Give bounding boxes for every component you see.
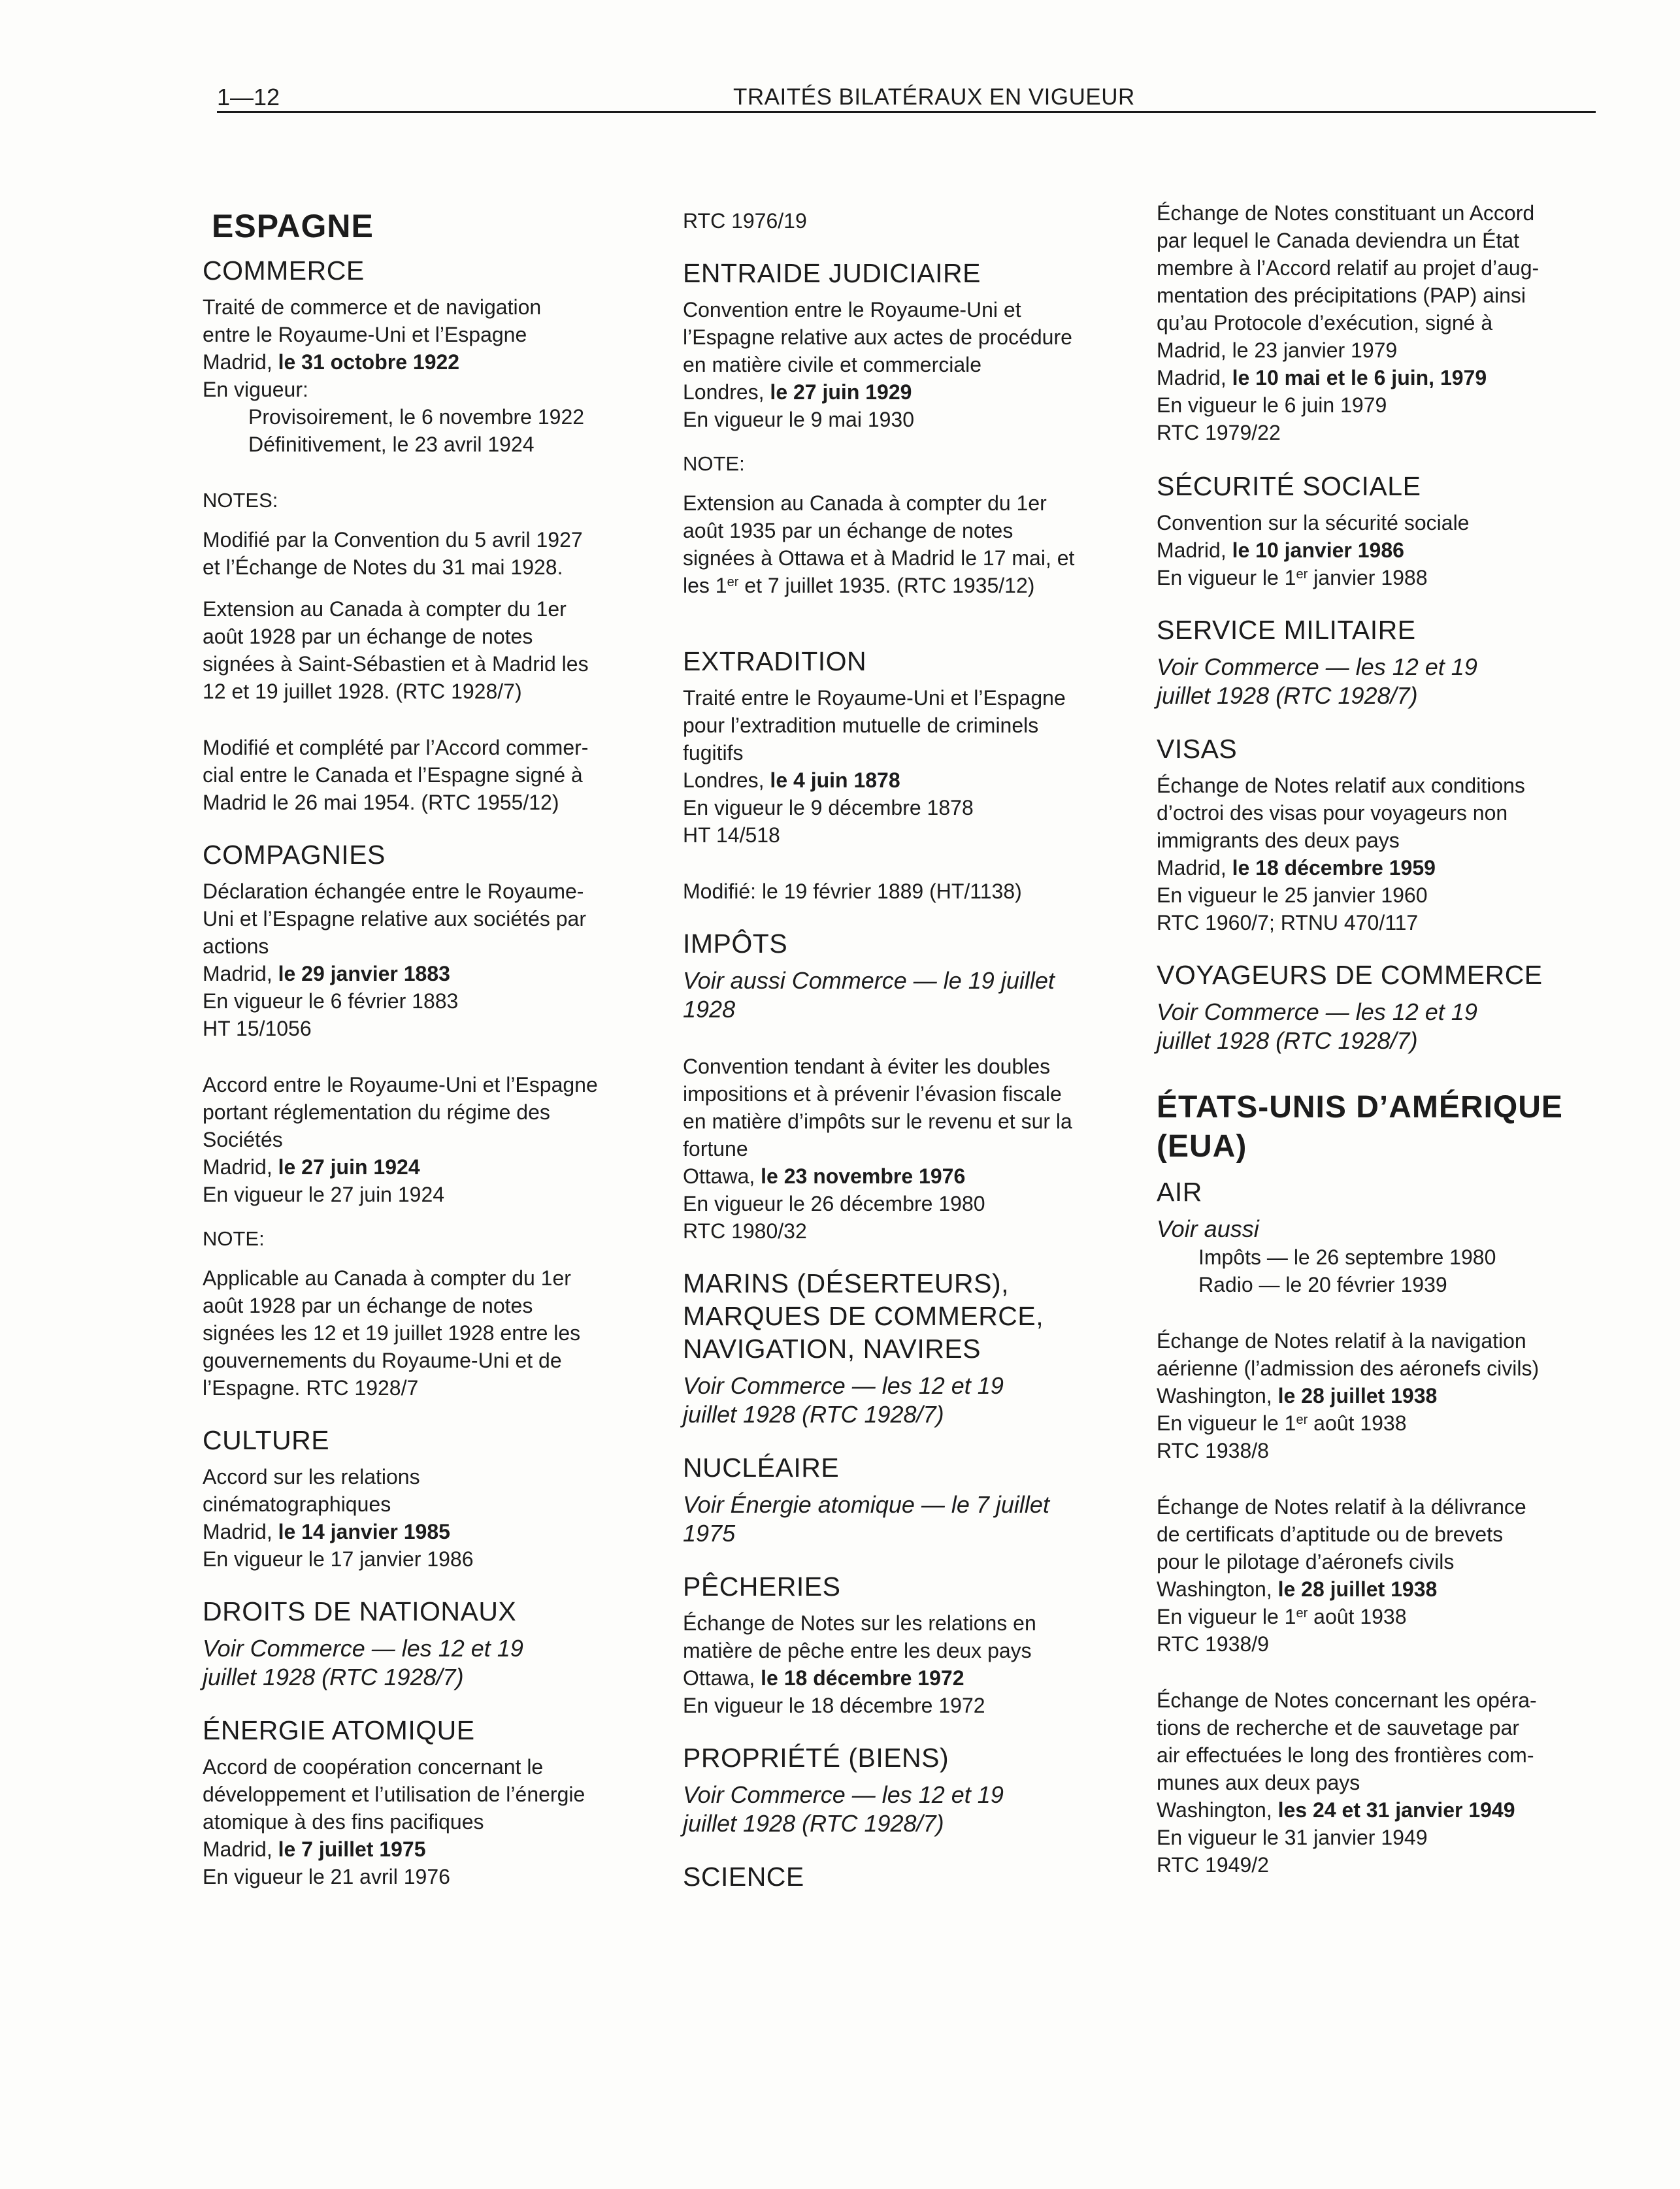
- cross-reference-text: Voir Énergie atomique — le 7 juillet: [683, 1491, 1049, 1518]
- cross-reference-text: Voir Commerce — les 12 et 19: [203, 1635, 523, 1662]
- section-title: MARINS (DÉSERTEURS), MARQUES DE COMMERCE, NAVIGATION, NAVIRES: [683, 1268, 1044, 1364]
- voir-aussi-label: Voir aussi: [1157, 1215, 1259, 1242]
- entry-into-force: En vigueur le 6 février 1883: [203, 989, 459, 1013]
- entry-into-force: En vigueur le 1er janvier 1988: [1157, 566, 1428, 589]
- treaty-text: aérienne (l’admission des aéronefs civils): [1157, 1357, 1540, 1380]
- treaty-text: l’Espagne relative aux actes de procédure: [683, 325, 1072, 349]
- treaty-date: le 27 juin 1924: [278, 1155, 420, 1179]
- note-text: août 1928 par un échange de notes: [203, 1294, 533, 1317]
- entry-into-force: En vigueur le 31 janvier 1949: [1157, 1826, 1428, 1849]
- treaty-text: cinématographiques: [203, 1492, 391, 1516]
- treaty-text: Accord sur les relations: [203, 1465, 420, 1489]
- treaty-date: le 28 juillet 1938: [1277, 1384, 1438, 1407]
- page-number: 1—12: [217, 84, 280, 110]
- treaty-entry: [203, 1463, 653, 1573]
- note-text: l’Espagne. RTC 1928/7: [203, 1376, 419, 1400]
- treaty-date: le 28 juillet 1938: [1277, 1577, 1438, 1601]
- section-commerce: [203, 254, 653, 816]
- cross-reference-text: Voir Commerce — les 12 et 19: [1157, 998, 1477, 1025]
- treaty-text: fortune: [683, 1137, 748, 1160]
- running-title: TRAITÉS BILATÉRAUX EN VIGUEUR: [733, 84, 1135, 110]
- treaty-entry: [683, 296, 1134, 433]
- treaty-text: air effectuées le long des frontières com-: [1157, 1743, 1534, 1767]
- treaty-text: qu’au Protocole d’exécution, signé à: [1157, 311, 1493, 335]
- note-text: Modifié et complété par l’Accord commer-: [203, 736, 589, 759]
- cross-reference: [683, 1781, 1134, 1838]
- note-text: Madrid le 26 mai 1954. (RTC 1955/12): [203, 791, 559, 814]
- treaty-place: Washington,: [1157, 1384, 1272, 1407]
- treaty-date-line: [683, 766, 1134, 794]
- treaty-entry: [203, 1071, 653, 1208]
- section-title: AIR: [1157, 1177, 1202, 1207]
- entry-into-force: En vigueur le 9 décembre 1878: [683, 796, 974, 819]
- treaty-date: le 27 juin 1929: [770, 380, 912, 404]
- note-text: cial entre le Canada et l’Espagne signé à: [203, 763, 583, 787]
- treaty-text: de certificats d’aptitude ou de brevets: [1157, 1522, 1504, 1546]
- entry-into-force: En vigueur le 26 décembre 1980: [683, 1192, 985, 1215]
- amendment-text: Modifié: le 19 février 1889 (HT/1138): [683, 880, 1022, 903]
- note-text: Extension au Canada à compter du 1er: [683, 491, 1047, 515]
- note-label: NOTE:: [683, 452, 745, 475]
- treaty-text: Traité entre le Royaume-Uni et l’Espagne: [683, 686, 1066, 710]
- treaty-text: entre le Royaume-Uni et l’Espagne: [203, 323, 527, 346]
- section-pecheries: [683, 1570, 1134, 1719]
- section-title: NUCLÉAIRE: [683, 1453, 840, 1483]
- treaty-text: Accord de coopération concernant le: [203, 1755, 544, 1779]
- section-title: SCIENCE: [683, 1862, 804, 1892]
- treaty-text: atomique à des fins pacifiques: [203, 1810, 484, 1834]
- treaty-entry: [203, 1753, 653, 1890]
- cross-reference: [683, 1490, 1134, 1548]
- entry-into-force: En vigueur le 9 mai 1930: [683, 408, 914, 431]
- treaty-date-line: [1157, 1575, 1601, 1603]
- cross-reference-text: Voir Commerce — les 12 et 19: [1157, 653, 1477, 680]
- treaty-text: pour le pilotage d’aéronefs civils: [1157, 1550, 1455, 1573]
- treaty-text: Échange de Notes concernant les opéra-: [1157, 1688, 1537, 1712]
- treaty-text: en matière civile et commerciale: [683, 353, 982, 376]
- entry-into-force: En vigueur le 18 décembre 1972: [683, 1694, 985, 1717]
- treaty-text: Échange de Notes constituant un Accord: [1157, 201, 1535, 225]
- note: [203, 1264, 653, 1402]
- definitive-date: Définitivement, le 23 avril 1924: [248, 433, 535, 456]
- treaty-place: Ottawa,: [683, 1164, 755, 1188]
- treaty-text: impositions et à prévenir l’évasion fiscale: [683, 1082, 1062, 1106]
- treaty-entry: [1157, 1493, 1601, 1658]
- treaty-date-line: [203, 1835, 653, 1863]
- treaty-entry: [683, 1053, 1134, 1245]
- treaty-reference: RTC 1938/8: [1157, 1439, 1269, 1462]
- section-compagnies: [203, 838, 653, 1402]
- treaty-text: tions de recherche et de sauvetage par: [1157, 1716, 1520, 1739]
- treaty-entry: [1157, 509, 1601, 591]
- treaty-date: les 24 et 31 janvier 1949: [1277, 1798, 1515, 1822]
- treaty-reference: RTC 1976/19: [683, 209, 807, 233]
- treaty-date: le 18 décembre 1972: [761, 1666, 964, 1690]
- treaty-date-line: [1157, 1796, 1601, 1824]
- treaty-text: Sociétés: [203, 1128, 283, 1151]
- treaty-date-line: [203, 1153, 653, 1181]
- section-title: VOYAGEURS DE COMMERCE: [1157, 960, 1543, 990]
- note-text: Applicable au Canada à compter du 1er: [203, 1266, 571, 1290]
- treaty-date-line: [1157, 364, 1601, 391]
- section-culture: [203, 1424, 653, 1573]
- provisional-date: Provisoirement, le 6 novembre 1922: [248, 405, 585, 429]
- note: [683, 489, 1134, 599]
- treaty-date: le 10 janvier 1986: [1232, 538, 1404, 562]
- treaty-reference: RTC 1938/9: [1157, 1632, 1269, 1656]
- treaty-text: Convention sur la sécurité sociale: [1157, 511, 1470, 535]
- entry-into-force: En vigueur le 1er août 1938: [1157, 1605, 1407, 1628]
- cross-reference-item: Radio — le 20 février 1939: [1198, 1273, 1447, 1296]
- treaty-entry: [1157, 1327, 1601, 1464]
- cross-reference-text: Voir aussi Commerce — le 19 juillet: [683, 967, 1055, 994]
- column-2: [683, 199, 1134, 1900]
- treaty-text: pour l’extradition mutuelle de criminels: [683, 714, 1039, 737]
- treaty-text: Uni et l’Espagne relative aux sociétés par: [203, 907, 586, 930]
- treaty-text: Convention entre le Royaume-Uni et: [683, 298, 1021, 321]
- treaty-place: Madrid,: [203, 1155, 272, 1179]
- note-text: 12 et 19 juillet 1928. (RTC 1928/7): [203, 680, 522, 703]
- section-impots: [683, 927, 1134, 1245]
- treaty-reference: RTC 1960/7; RTNU 470/117: [1157, 911, 1419, 934]
- entry-into-force: En vigueur le 21 avril 1976: [203, 1865, 450, 1888]
- note: [203, 526, 653, 581]
- note-text: août 1935 par un échange de notes: [683, 519, 1013, 542]
- treaty-entry: [683, 684, 1134, 849]
- note-text: août 1928 par un échange de notes: [203, 625, 533, 648]
- treaty-entry: [1157, 1687, 1601, 1879]
- entry-into-force: En vigueur le 25 janvier 1960: [1157, 883, 1428, 907]
- cross-reference-item: Impôts — le 26 septembre 1980: [1198, 1245, 1496, 1269]
- section-marins: [683, 1267, 1134, 1429]
- treaty-date-line: [683, 1664, 1134, 1692]
- treaty-text: immigrants des deux pays: [1157, 829, 1400, 852]
- treaty-text: Convention tendant à éviter les doubles: [683, 1055, 1051, 1078]
- section-title: ÉNERGIE ATOMIQUE: [203, 1715, 475, 1745]
- section-voyageurs-de-commerce: [1157, 959, 1601, 1055]
- cross-reference-text: juillet 1928 (RTC 1928/7): [1157, 682, 1418, 709]
- page-header: [217, 84, 1596, 115]
- section-science: [683, 1860, 1134, 1893]
- section-air: [1157, 1176, 1601, 1879]
- note-text: Modifié par la Convention du 5 avril 1927: [203, 528, 583, 551]
- notes-label: NOTES:: [203, 489, 278, 512]
- treaty-place: Madrid,: [203, 350, 272, 374]
- treaty-date: le 7 juillet 1975: [278, 1837, 426, 1861]
- section-title: DROITS DE NATIONAUX: [203, 1596, 517, 1626]
- cross-reference: [1157, 1215, 1601, 1298]
- treaty-place: Madrid,: [203, 962, 272, 985]
- treaty-text: par lequel le Canada deviendra un État: [1157, 229, 1520, 252]
- cross-reference-text: 1928: [683, 996, 736, 1023]
- treaty-text: Échange de Notes relatif à la délivrance: [1157, 1495, 1526, 1519]
- treaty-date: le 29 janvier 1883: [278, 962, 450, 985]
- treaty-reference-continued: [683, 207, 1134, 235]
- column-3: [1157, 199, 1601, 1879]
- treaty-date-line: [203, 960, 653, 987]
- treaty-entry: [683, 1609, 1134, 1719]
- cross-reference-text: juillet 1928 (RTC 1928/7): [683, 1810, 944, 1837]
- treaty-date-line: [1157, 1382, 1601, 1409]
- treaty-date: le 10 mai et le 6 juin, 1979: [1232, 366, 1487, 389]
- treaty-place: Washington,: [1157, 1798, 1272, 1822]
- treaty-place: Londres,: [683, 768, 765, 792]
- entry-into-force: En vigueur le 1er août 1938: [1157, 1411, 1407, 1435]
- treaty-text: en matière d’impôts sur le revenu et sur la: [683, 1110, 1072, 1133]
- section-title: EXTRADITION: [683, 646, 867, 676]
- treaty-date-line: [1157, 854, 1601, 881]
- note-text: et l’Échange de Notes du 31 mai 1928.: [203, 555, 563, 579]
- section-propriete: [683, 1741, 1134, 1838]
- treaty-date-line: [203, 1518, 653, 1545]
- column-1: [203, 199, 653, 1890]
- section-title: SÉCURITÉ SOCIALE: [1157, 471, 1421, 501]
- note-text: les 1er et 7 juillet 1935. (RTC 1935/12): [683, 574, 1035, 597]
- treaty-entry: [1157, 772, 1601, 936]
- treaty-text: portant réglementation du régime des: [203, 1100, 550, 1124]
- note-text: gouvernements du Royaume-Uni et de: [203, 1349, 562, 1372]
- section-nucleaire: [683, 1451, 1134, 1548]
- treaty-date-line: [1157, 536, 1601, 564]
- treaty-date: le 14 janvier 1985: [278, 1520, 450, 1543]
- section-title: ENTRAIDE JUDICIAIRE: [683, 258, 981, 288]
- treaty-text: Échange de Notes relatif aux conditions: [1157, 774, 1525, 797]
- treaty-text: Traité de commerce et de navigation: [203, 295, 542, 319]
- treaty-date: le 4 juin 1878: [770, 768, 900, 792]
- cross-reference: [203, 1634, 653, 1692]
- treaty-date-line: [683, 378, 1134, 406]
- entry-into-force: En vigueur le 6 juin 1979: [1157, 393, 1387, 417]
- section-title: COMPAGNIES: [203, 840, 386, 870]
- treaty-text: Échange de Notes sur les relations en: [683, 1611, 1036, 1635]
- treaty-date: le 31 octobre 1922: [278, 350, 460, 374]
- note: [203, 595, 653, 705]
- cross-reference: [1157, 653, 1601, 710]
- country-heading-espagne: ESPAGNE: [212, 208, 374, 244]
- treaty-text: fugitifs: [683, 741, 744, 765]
- treaty-place: Madrid,: [1157, 366, 1227, 389]
- section-title: PÊCHERIES: [683, 1572, 841, 1602]
- treaty-place: Madrid,: [203, 1837, 272, 1861]
- cross-reference: [683, 1372, 1134, 1429]
- header-rule: [217, 111, 1596, 113]
- cross-reference-text: Voir Commerce — les 12 et 19: [683, 1781, 1004, 1808]
- treaty-place: Madrid,: [203, 1520, 272, 1543]
- amendment: [683, 878, 1134, 905]
- treaty-text: Échange de Notes relatif à la navigation: [1157, 1329, 1526, 1353]
- treaty-reference: RTC 1949/2: [1157, 1853, 1269, 1877]
- entry-into-force: En vigueur le 27 juin 1924: [203, 1183, 445, 1206]
- treaty-place: Washington,: [1157, 1577, 1272, 1601]
- note-text: signées les 12 et 19 juillet 1928 entre les: [203, 1321, 581, 1345]
- note: [203, 734, 653, 816]
- section-title: IMPÔTS: [683, 929, 788, 959]
- treaty-date-line: [683, 1162, 1134, 1190]
- treaty-text: Madrid, le 23 janvier 1979: [1157, 338, 1398, 362]
- section-service-militaire: [1157, 614, 1601, 710]
- section-title: SERVICE MILITAIRE: [1157, 615, 1416, 645]
- treaty-text: Déclaration échangée entre le Royaume-: [203, 880, 584, 903]
- treaty-date: le 23 novembre 1976: [761, 1164, 966, 1188]
- cross-reference-text: juillet 1928 (RTC 1928/7): [683, 1401, 944, 1428]
- section-title: PROPRIÉTÉ (BIENS): [683, 1743, 949, 1773]
- cross-reference: [1157, 998, 1601, 1055]
- treaty-entry-science-continued: [1157, 199, 1601, 446]
- treaty-text: d’octroi des visas pour voyageurs non: [1157, 801, 1508, 825]
- section-visas: [1157, 732, 1601, 936]
- cross-reference: [683, 966, 1134, 1024]
- treaty-date: le 18 décembre 1959: [1232, 856, 1436, 880]
- treaty-reference: RTC 1979/22: [1157, 421, 1281, 444]
- cross-reference-text: juillet 1928 (RTC 1928/7): [1157, 1027, 1418, 1054]
- treaty-place: Londres,: [683, 380, 765, 404]
- cross-reference-text: 1975: [683, 1520, 736, 1547]
- section-droits-de-nationaux: [203, 1595, 653, 1692]
- treaty-place: Madrid,: [1157, 538, 1227, 562]
- treaty-text: matière de pêche entre les deux pays: [683, 1639, 1032, 1662]
- section-title: CULTURE: [203, 1425, 330, 1455]
- treaty-reference: HT 14/518: [683, 823, 780, 847]
- section-entraide-judiciaire: [683, 257, 1134, 599]
- treaty-text: membre à l’Accord relatif au projet d’aug-: [1157, 256, 1540, 280]
- treaty-entry: [203, 878, 653, 1042]
- treaty-place: Ottawa,: [683, 1666, 755, 1690]
- section-extradition: [683, 645, 1134, 905]
- treaty-text: munes aux deux pays: [1157, 1771, 1360, 1794]
- treaty-text: Accord entre le Royaume-Uni et l’Espagne: [203, 1073, 598, 1096]
- cross-reference-text: Voir Commerce — les 12 et 19: [683, 1372, 1004, 1399]
- section-securite-sociale: [1157, 470, 1601, 591]
- entry-into-force: En vigueur le 17 janvier 1986: [203, 1547, 474, 1571]
- section-energie-atomique: [203, 1714, 653, 1890]
- treaty-date-line: [203, 348, 653, 376]
- note-text: Extension au Canada à compter du 1er: [203, 597, 567, 621]
- section-title: COMMERCE: [203, 255, 365, 286]
- treaty-place: Madrid,: [1157, 856, 1227, 880]
- country-heading-eua: ÉTATS-UNIS D’AMÉRIQUE (EUA): [1157, 1090, 1563, 1164]
- cross-reference-text: juillet 1928 (RTC 1928/7): [203, 1664, 464, 1690]
- section-title: VISAS: [1157, 734, 1238, 764]
- en-vigueur-label: En vigueur:: [203, 378, 308, 401]
- treaty-reference: HT 15/1056: [203, 1017, 312, 1040]
- treaty-text: développement et l’utilisation de l’énergie: [203, 1783, 585, 1806]
- note-text: signées à Saint-Sébastien et à Madrid les: [203, 652, 589, 676]
- treaty-entry: [203, 293, 653, 458]
- treaty-text: actions: [203, 934, 269, 958]
- treaty-text: mentation des précipitations (PAP) ainsi: [1157, 284, 1526, 307]
- note-text: signées à Ottawa et à Madrid le 17 mai, et: [683, 546, 1075, 570]
- treaty-reference: RTC 1980/32: [683, 1219, 807, 1243]
- note-label: NOTE:: [203, 1227, 265, 1250]
